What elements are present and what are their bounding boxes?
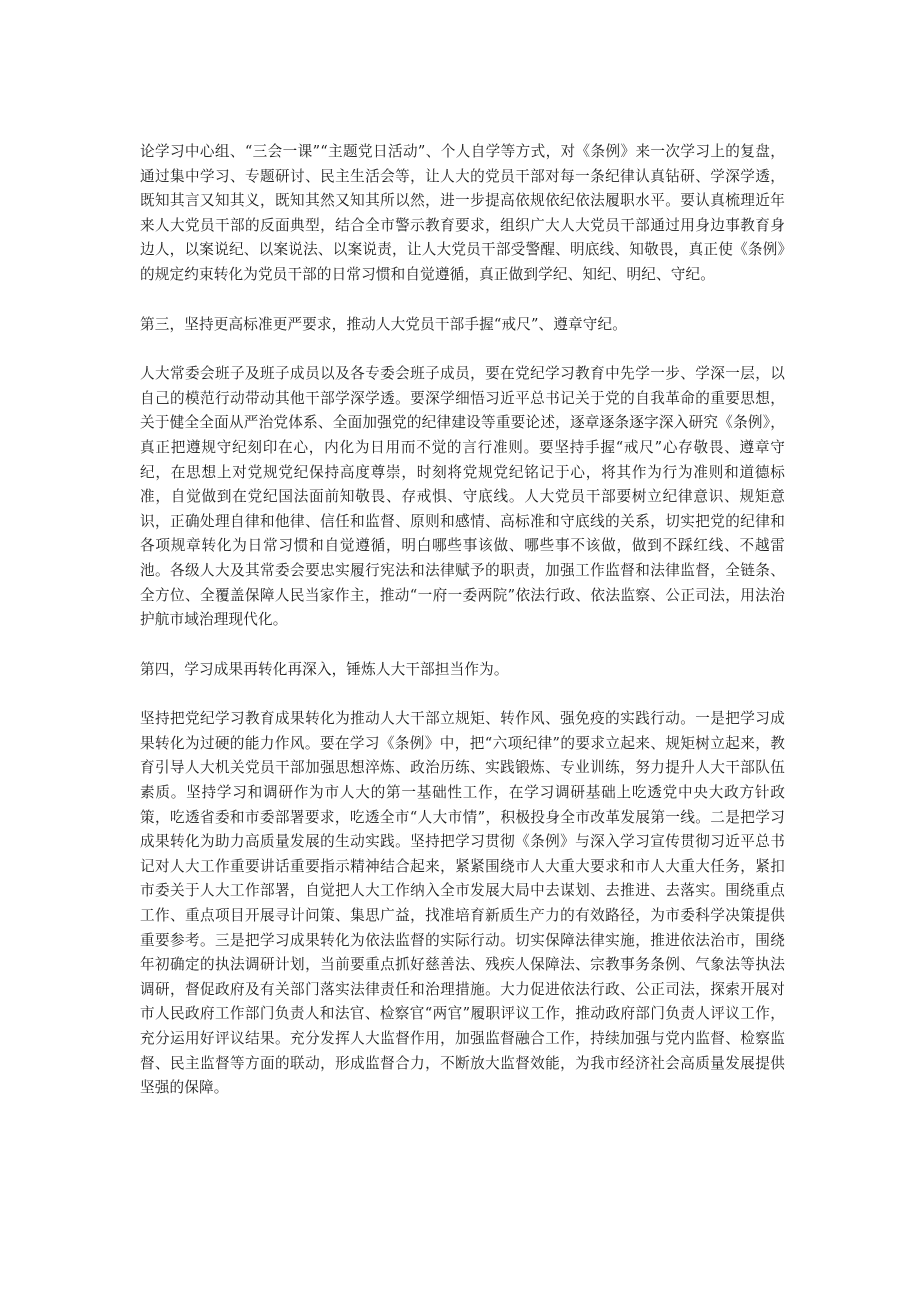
paragraph-study-review: 论学习中心组、“三会一课”“主题党日活动”、个人自学等方式，对《条例》来一次学习上的复盘，通过集中学习、专题研讨、民主生活会等，让人大的党员干部对每一条纪律认真钻研、学深学透，既知其言又知其义，既知其然又知其所以然，进一步提高依规依纪依法履职水平。要认真梳理近年来人大党员干部的反面典型，结合全市警示教育要求，组织广大人大党员干部通过用身边事教育身边人，以案说纪、以案说法、以案说责，让人大党员干部受警醒、明底线、知敬畏，真正使《条例》的规定约束转化为党员干部的日常习惯和自觉遵循，真正做到学纪、知纪、明纪、守纪。 [140,143,785,283]
paragraph-discipline-standards: 人大常委会班子及班子成员以及各专委会班子成员，要在党纪学习教育中先学一步、学深一层，以自己的模范行动带动其他干部学深学透。要深学细悟习近平总书记关于党的自我革命的重要思想，关于健全全面从严治党体系、全面加强党的纪律建设等重要论述，逐章逐条逐字深入研究《条例》，真正把遵规守纪刻印在心，内化为日用而不觉的言行准则。要坚持手握“戒尺”心存敬畏、遵章守纪，在思想上对党规党纪保持高度尊崇，时刻将党规党纪铭记于心，将其作为行为准则和道德标准，自觉做到在党纪国法面前知敬畏、存戒惧、守底线。人大党员干部要树立纪律意识、规矩意识，正确处理自律和他律、信任和监督、原则和感情、高标准和守底线的关系，切实把党的纪律和各项规章转化为日常习惯和自觉遵循，明白哪些事该做、哪些事不该做，做到不踩红线、不越雷池。各级人大及其常委会要忠实履行宪法和法律赋予的职责，加强工作监督和法律监督，全链条、全方位、全覆盖保障人民当家作主，推动“一府一委两院”依法行政、依法监察、公正司法，用法治护航市域治理现代化。 [140,365,785,629]
section-heading-three: 第三，坚持更高标准更严要求，推动人大党员干部手握“戒尺”、遵章守纪。 [140,315,628,333]
paragraph-results-transformation: 坚持把党纪学习教育成果转化为推动人大干部立规矩、转作风、强免疫的实践行动。一是把学习成果转化为过硬的能力作风。要在学习《条例》中，把“六项纪律”的要求立起来、规矩树立起来，教育引导人大机关党员干部加强思想淬炼、政治历练、实践锻炼、专业训练，努力提升人大干部队伍素质。坚持学习和调研作为市人大的第一基础性工作，在学习调研基础上吃透党中央大政方针政策，吃透省委和市委部署要求，吃透全市“人大市情”，积极投身全市改革发展第一线。二是把学习成果转化为助力高质量发展的生动实践。坚持把学习贯彻《条例》与深入学习宣传贯彻习近平总书记对人大工作重要讲话重要指示精神结合起来，紧紧围绕市人大重大要求和市人大重大任务，紧扣市委关于人大工作部署，自觉把人大工作纳入全市发展大局中去谋划、去推进、去落实。围绕重点工作、重点项目开展寻计问策、集思广益，找准培育新质生产力的有效路径，为市委科学决策提供重要参考。三是把学习成果转化为依法监督的实际行动。切实保障法律实施，推进依法治市，围绕年初确定的执法调研计划，当前要重点抓好慈善法、残疾人保障法、宗教事务条例、气象法等执法调研，督促政府及有关部门落实法律责任和治理措施。大力促进依法行政、公正司法，探索开展对市人民政府工作部门负责人和法官、检察官“两官”履职评议工作，推动政府部门负责人评议工作，充分运用好评议结果。充分发挥人大监督作用，加强监督融合工作，持续加强与党内监督、检察监督、民主监督等方面的联动，形成监督合力，不断放大监督效能，为我市经济社会高质量发展提供坚强的保障。 [140,710,785,1097]
section-heading-four: 第四，学习成果再转化再深入，锤炼人大干部担当作为。 [140,660,509,678]
document-page [140,140,785,1126]
